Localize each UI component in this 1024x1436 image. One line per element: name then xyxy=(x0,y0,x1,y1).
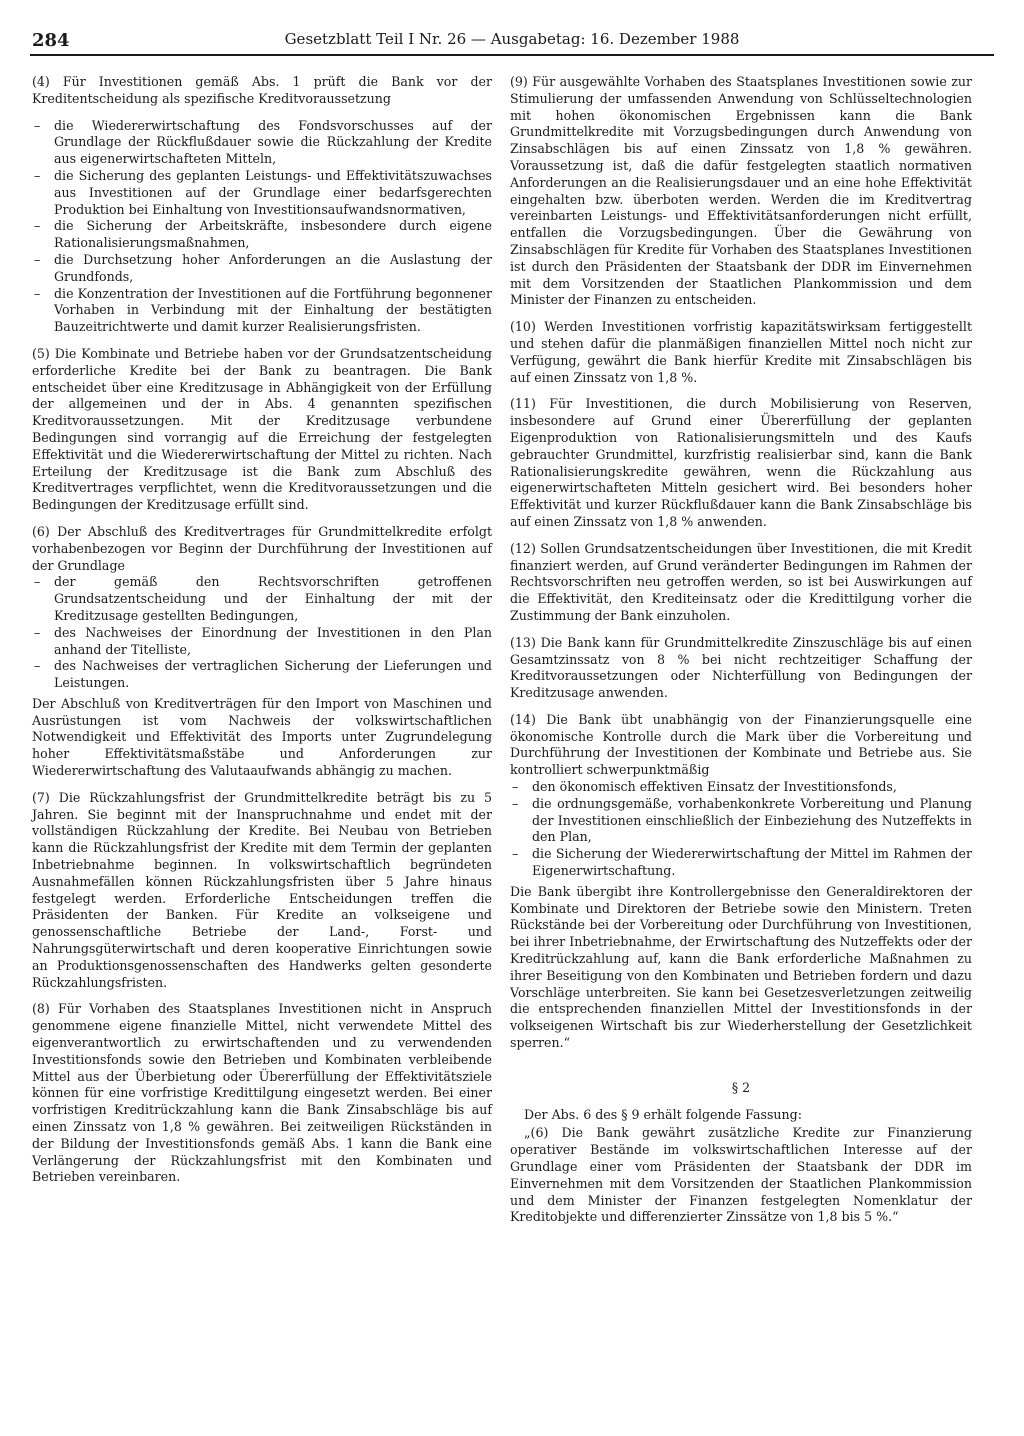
list-item: – die Konzentration der Investitionen auf die Fortführung begonnener Vorhaben in Verbindung mit der Einhaltung der bestätigten Bauzeitrichtwerte und damit kurzer Realisierungsfristen. xyxy=(32,286,492,336)
paragraph-4-intro: (4) Für Investitionen gemäß Abs. 1 prüft die Bank vor der Kreditentscheidung als spezifische Kreditvoraussetzung xyxy=(32,74,492,106)
paragraph-6-intro: (6) Der Abschluß des Kreditvertrages für Grundmittelkredite erfolgt vorhabenbezogen vor Beginn der Durchführung der Investitionen auf der Grundlage xyxy=(32,523,492,573)
paragraph-9: (9) Für ausgewählte Vorhaben des Staatsplanes Investitionen sowie zur Stimulierung der umfassenden Anwendung von Schlüsseltechnologien mit hohen ökonomischen Ergebnissen kann die Bank Grundmittelkredite mit Vorzugsbedingungen durch Anwendung von Zinsabschlägen bis auf einen Zinssatz von 1,8 % gewähren. Voraussetzung ist, daß die dafür festgelegten staatlich normativen Anforderungen an die Realisierungsdauer und an eine hohe Effektivität eingehalten bzw. überboten werden. Werden die im Kreditvertrag vereinbarten Leistungs- und Effektivitätsanforderungen nicht erfüllt, entfallen die Vorzugsbedingungen. Über die Gewährung von Zinsabschlägen für Kredite für Vorhaben des Staatsplanes Investitionen ist durch den Präsidenten der Staatsbank der DDR im Einvernehmen mit dem Vorsitzenden der Staatlichen Plankommission und dem Minister der Finanzen zu entscheiden. xyxy=(510,74,972,308)
paragraph-6-list xyxy=(32,574,492,692)
list-item: – die Wiedererwirtschaftung des Fondsvorschusses auf der Grundlage der Rückflußdauer sowie die Rückzahlung der Kredite aus eigenerwirtschafteten Mitteln, xyxy=(32,118,492,168)
list-item: – des Nachweises der vertraglichen Sicherung der Lieferungen und Leistungen. xyxy=(32,658,492,692)
paragraph-13: (13) Die Bank kann für Grundmittelkredite Zinszuschläge bis auf einen Gesamtzinssatz von 8 % bei nicht rechtzeitiger Schaffung der Kreditvoraussetzungen oder Nichterfüllung von Bedingungen der Kreditzusage anwenden. xyxy=(510,634,972,701)
left-column xyxy=(32,74,492,1196)
paragraph-5: (5) Die Kombinate und Betriebe haben vor der Grundsatzentscheidung erforderliche Kredite bei der Bank zu beantragen. Die Bank entscheidet über eine Kreditzusage in Abhängigkeit von der Erfüllung der allgemeinen und der in Abs. 4 genannten spezifischen Kreditvoraussetzungen. Mit der Kreditzusage verbundene Bedingungen sind vorrangig auf die Erreichung der festgelegten Effektivität und die Wiedererwirtschaftung der Mittel zu richten. Nach Erteilung der Kreditzusage ist die Bank zum Abschluß des Kreditvertrages verpflichtet, wenn die Kreditvoraussetzungen und die Bedingungen der Kreditzusage erfüllt sind. xyxy=(32,345,492,513)
section-2-quote: „(6) Die Bank gewährt zusätzliche Kredite zur Finanzierung operativer Bestände im volkswirtschaftlichen Interesse auf der Grundlage einer vom Präsidenten der Staatsbank der DDR im Einvernehmen mit dem Vorsitzenden der Staatlichen Plankommission und dem Minister der Finanzen festgelegten Nomenklatur der Kreditobjekte und differenzierter Zinssätze von 1,8 bis 5 %.“ xyxy=(510,1125,972,1225)
right-column xyxy=(510,74,972,1236)
paragraph-14-tail: Die Bank übergibt ihre Kontrollergebnisse den Generaldirektoren der Kombinate und Direktoren der Betriebe sowie den Ministern. Treten Rückstände bei der Vorbereitung oder Durchführung von Investitionen, bei ihrer Inbetriebnahme, der Erwirtschaftung des Nutzeffekts oder der Kreditrückzahlung auf, kann die Bank erforderliche Maßnahmen zu ihrer Beseitigung von den Kombinaten und Betrieben fordern und dazu Vorschläge unterbreiten. Sie kann bei Gesetzesverletzungen zeitweilig die entsprechenden finanziellen Mittel der Investitionsfonds in der volkseigenen Wirtschaft bis zur Wiederherstellung der Gesetzlichkeit sperren.“ xyxy=(510,883,972,1051)
paragraph-4-list xyxy=(32,118,492,336)
paragraph-11: (11) Für Investitionen, die durch Mobilisierung von Reserven, insbesondere auf Grund einer Übererfüllung der geplanten Eigenproduktion von Rationalisierungsmitteln und des Kaufs gebrauchter Grundmittel, kurzfristig realisierbar sind, kann die Bank Rationalisierungskredite gewähren, wenn die Rückzahlung aus eigenerwirtschafteten Mitteln gesichert wird. Bei besonders hoher Effektivität und kurzer Rückflußdauer kann die Bank Zinsabschläge bis auf einen Zinssatz von 1,8 % anwenden. xyxy=(510,396,972,529)
list-item: – die Sicherung der Wiedererwirtschaftung der Mittel im Rahmen der Eigenerwirtschaftung. xyxy=(510,846,972,880)
paragraph-12: (12) Sollen Grundsatzentscheidungen über Investitionen, die mit Kredit finanziert werden, auf Grund veränderter Bedingungen im Rahmen der Rechtsvorschriften neu getroffen werden, so ist bei Auswirkungen auf die Effektivität, den Krediteinsatz oder die Kredittilgung vorher die Zustimmung der Bank einzuholen. xyxy=(510,540,972,623)
paragraph-7: (7) Die Rückzahlungsfrist der Grundmittelkredite beträgt bis zu 5 Jahren. Sie beginnt mit der Inanspruchnahme und endet mit der vollständigen Rückzahlung der Kredite. Bei Neubau von Betrieben kann die Rückzahlungsfrist der Kredite mit dem Termin der geplanten Inbetriebnahme beginnen. In volkswirtschaftlich begründeten Ausnahmefällen können Rückzahlungsfristen über 5 Jahre hinaus festgelegt werden. Erforderliche Entscheidungen treffen die Präsidenten der Banken. Für Kredite an volkseigene und genossenschaftliche Betriebe der Land-, Forst- und Nahrungsgüterwirtschaft und deren kooperative Einrichtungen sowie an Produktionsgenossenschaften des Handwerks gelten gesonderte Rückzahlungsfristen. xyxy=(32,789,492,990)
list-item: – die Durchsetzung hoher Anforderungen an die Auslastung der Grundfonds, xyxy=(32,252,492,286)
list-item: – die Sicherung des geplanten Leistungs- und Effektivitätszuwachses aus Investitionen auf der Grundlage einer bedarfsgerechten Produktion bei Einhaltung von Investitionsaufwandsnormativen, xyxy=(32,168,492,218)
paragraph-14-intro: (14) Die Bank übt unabhängig von der Finanzierungsquelle eine ökonomische Kontrolle durch die Mark über die Vorbereitung und Durchführung der Investitionen der Kombinate und Betriebe aus. Sie kontrolliert schwerpunktmäßig xyxy=(510,711,972,778)
paragraph-10: (10) Werden Investitionen vorfristig kapazitätswirksam fertiggestellt und stehen dafür die planmäßigen finanziellen Mittel noch nicht zur Verfügung, gewährt die Bank hierfür Kredite mit Zinsabschlägen bis auf einen Zinssatz von 1,8 %. xyxy=(510,319,972,385)
list-item: – die Sicherung der Arbeitskräfte, insbesondere durch eigene Rationalisierungsmaßnahmen, xyxy=(32,218,492,252)
list-item: – den ökonomisch effektiven Einsatz der Investitionsfonds, xyxy=(510,779,972,796)
paragraph-14-list xyxy=(510,779,972,880)
section-2-intro: Der Abs. 6 des § 9 erhält folgende Fassung: xyxy=(524,1106,802,1122)
list-item: – der gemäß den Rechtsvorschriften getroffenen Grundsatzentscheidung und der Einhaltung der mit der Kreditzusage gestellten Bedingungen, xyxy=(32,574,492,624)
page-number: 284 xyxy=(32,30,70,51)
section-heading: § 2 xyxy=(731,1079,751,1095)
paragraph-8: (8) Für Vorhaben des Staatsplanes Investitionen nicht in Anspruch genommene eigene finanzielle Mittel, nicht verwendete Mittel des eigenverantwortlich zu erwirtschaftenden und zu verwendenden Investitionsfonds sowie den Betrieben und Kombinaten verbleibende Mittel aus der Überbietung oder Übererfüllung der Effektivitätsziele können für eine vorfristige Kredittilgung eingesetzt werden. Bei einer vorfristigen Kreditrückzahlung kann die Bank Zinsabschläge bis auf einen Zinssatz von 1,8 % gewähren. Bei zeitweiligen Rückständen in der Bildung der Investitionsfonds gemäß Abs. 1 kann die Bank eine Verlängerung der Rückzahlungsfrist mit den Kombinaten und Betrieben vereinbaren. xyxy=(32,1001,492,1185)
paragraph-6-tail: Der Abschluß von Kreditverträgen für den Import von Maschinen und Ausrüstungen ist vom Nachweis der volkswirtschaftlichen Notwendigkeit und Effektivität des Imports unter Zugrundelegung hoher Effektivitätsmaßstäbe und Anforderungen zur Wiedererwirtschaftung des Valutaaufwands abhängig zu machen. xyxy=(32,695,492,779)
list-item: – des Nachweises der Einordnung der Investitionen in den Plan anhand der Titelliste, xyxy=(32,625,492,659)
list-item: – die ordnungsgemäße, vorhabenkonkrete Vorbereitung und Planung der Investitionen einschließlich der Einbeziehung des Nutzeffekts in den Plan, xyxy=(510,796,972,846)
page-header xyxy=(30,26,994,56)
publication-title: Gesetzblatt Teil I Nr. 26 — Ausgabetag: 16. Dezember 1988 xyxy=(284,30,740,48)
